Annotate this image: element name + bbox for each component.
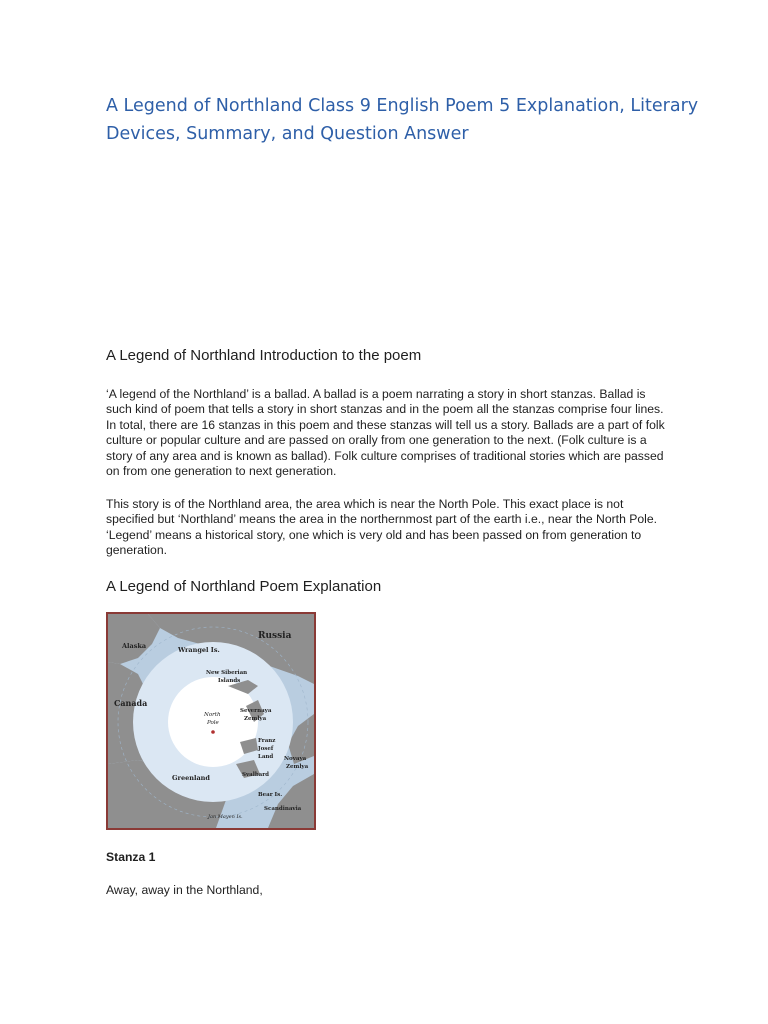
map-label-russia: Russia [258,631,292,641]
map-label-bear-is: Bear Is. [258,792,283,798]
map-label-josef: Josef [258,746,274,752]
map-label-greenland: Greenland [172,774,210,782]
arctic-map-image [106,612,316,830]
intro-paragraph-1: ‘A legend of the Northland’ is a ballad. A ballad is a poem narrating a story in short stanzas. Ballad is such kind of poem that tells a story in short stanzas and in the poem all the stanzas comprise four lines. In total, there are 16 stanzas in this poem and these stanzas will tell us a story. Ballads are a part of folk culture or popular culture and are passed on orally from one generation to the next. (Folk culture is a story of any area and is known as ballad). Folk culture comprises of traditional stories which are passed on from one generation to next generation. [106,387,665,479]
map-label-franz: Franz [258,738,276,744]
map-label-severnaya: Severnaya [240,708,272,714]
map-label-north: North [204,712,221,718]
intro-heading: A Legend of Northland Introduction to the poem [106,347,422,364]
explanation-heading: A Legend of Northland Poem Explanation [106,578,382,595]
map-label-land: Land [258,754,274,760]
map-label-wrangel: Wrangel Is. [178,646,220,654]
map-label-zemlya-2: Zemlya [286,764,309,770]
map-label-canada: Canada [114,698,148,708]
stanza-label: Stanza 1 [106,850,156,864]
map-label-svalbard: Svalbard [242,772,269,778]
page-title: A Legend of Northland Class 9 English Poem 5 Explanation, Literary Devices, Summary, and Question Answer [106,96,699,144]
arctic-map-svg [108,614,314,828]
map-label-zemlya: Zemlya [244,716,267,722]
map-label-jan-mayen: Jan Mayen Is. [208,814,243,820]
map-label-scandinavia: Scandinavia [264,806,302,812]
north-pole-marker-icon [211,730,215,734]
map-label-novaya: Novaya [284,756,307,762]
map-label-islands: Islands [218,678,241,684]
map-label-new-siberian: New Siberian [206,670,248,676]
map-label-pole: Pole [207,720,219,726]
stanza-line: Away, away in the Northland, [106,883,263,897]
map-label-alaska: Alaska [122,642,147,650]
intro-paragraph-2: This story is of the Northland area, the area which is near the North Pole. This exact place is not specified but ‘Northland’ means the area in the northernmost part of the earth i.e., near the North Pole. ‘Legend’ means a historical story, one which is very old and has been passed on from generation to generation. [106,497,658,558]
